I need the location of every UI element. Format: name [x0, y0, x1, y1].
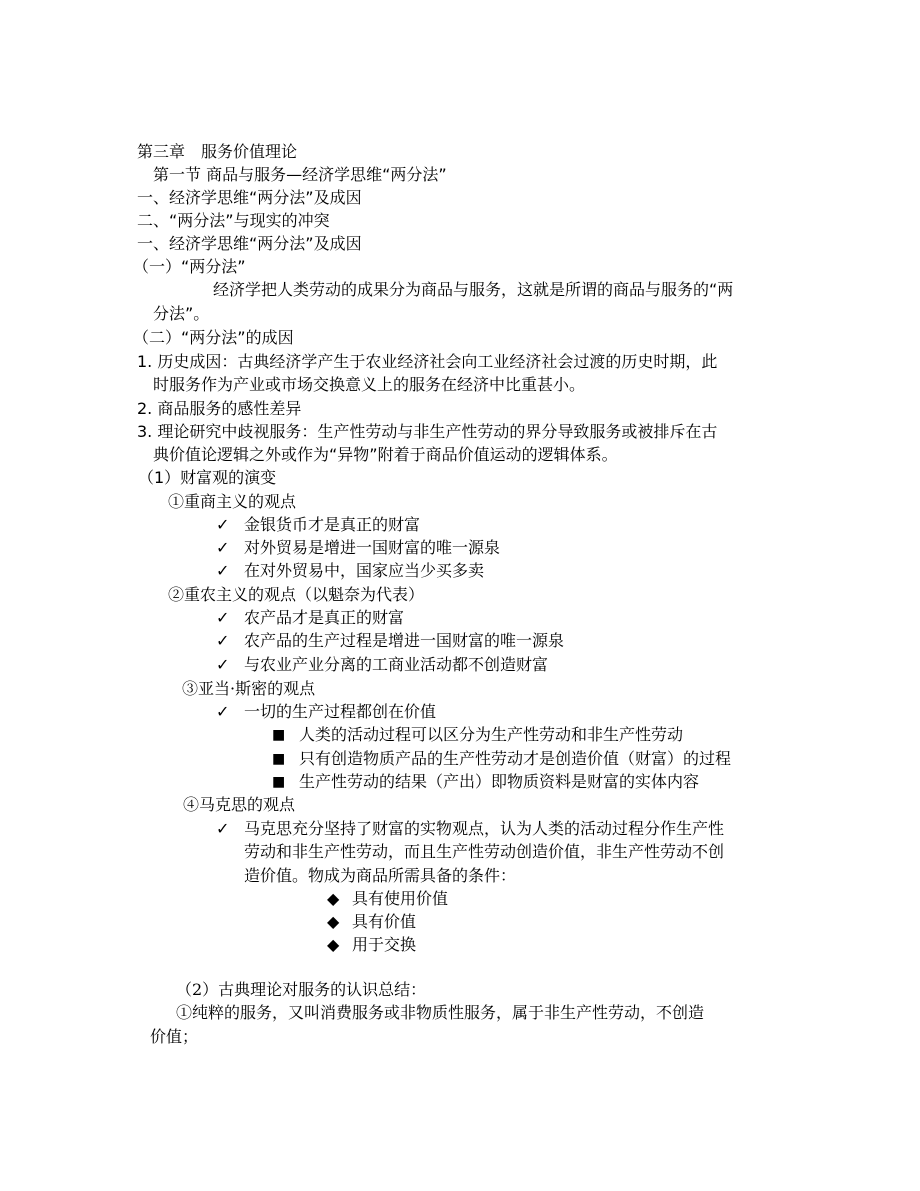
checkmark-bullet-icon: ✓ [216, 631, 230, 650]
text-line: （2）古典理论对服务的认识总结： [176, 980, 427, 999]
text-line: 生产性劳动的结果（产出）即物质资料是财富的实体内容 [299, 772, 700, 791]
text-line: 马克思充分坚持了财富的实物观点，认为人类的活动过程分作生产性 [244, 819, 725, 838]
checkmark-bullet-icon: ✓ [216, 702, 230, 721]
text-line: 典价值论逻辑之外或作为“异物”附着于商品价值运动的逻辑体系。 [153, 445, 618, 464]
text-line: ③亚当·斯密的观点 [182, 679, 316, 698]
checkmark-bullet-icon: ✓ [216, 608, 230, 627]
text-line: 造价值。物成为商品所需具备的条件： [244, 866, 517, 885]
text-line: 农产品才是真正的财富 [244, 608, 405, 627]
text-line: 一、经济学思维“两分法”及成因 [137, 234, 362, 253]
text-line: 在对外贸易中，国家应当少买多卖 [244, 561, 485, 580]
text-line: 3. 理论研究中歧视服务：生产性劳动与非生产性劳动的界分导致服务或被排斥在古 [137, 422, 718, 441]
text-line: 与农业产业分离的工商业活动都不创造财富 [244, 655, 549, 674]
text-line: 一、经济学思维“两分法”及成因 [137, 188, 362, 207]
checkmark-bullet-icon: ✓ [216, 538, 230, 557]
text-line: 二、“两分法”与现实的冲突 [137, 211, 330, 230]
text-line: （1）财富观的演变 [138, 468, 277, 487]
text-line: 对外贸易是增进一国财富的唯一源泉 [244, 538, 501, 557]
text-line: 2. 商品服务的感性差异 [137, 399, 302, 418]
text-line: 第一节 商品与服务—经济学思维“两分法” [153, 165, 447, 184]
text-line: 第三章 服务价值理论 [137, 142, 298, 161]
text-line: 农产品的生产过程是增进一国财富的唯一源泉 [244, 631, 565, 650]
text-line: 一切的生产过程都创在价值 [244, 702, 437, 721]
text-line: 用于交换 [352, 935, 417, 954]
text-line: ①重商主义的观点 [168, 492, 297, 511]
text-line: 劳动和非生产性劳动，而且生产性劳动创造价值，非生产性劳动不创 [244, 842, 725, 861]
square-bullet-icon: ■ [272, 727, 286, 743]
diamond-bullet-icon: ◆ [327, 912, 340, 931]
text-line: ①纯粹的服务，又叫消费服务或非物质性服务，属于非生产性劳动，不创造 [176, 1003, 705, 1022]
text-line: ②重农主义的观点（以魁奈为代表） [168, 585, 425, 604]
text-line: 只有创造物质产品的生产性劳动才是创造价值（财富）的过程 [299, 749, 732, 768]
diamond-bullet-icon: ◆ [327, 889, 340, 908]
text-line: 价值； [150, 1027, 199, 1046]
text-line: 人类的活动过程可以区分为生产性劳动和非生产性劳动 [299, 725, 684, 744]
text-line: 1. 历史成因：古典经济学产生于农业经济社会向工业经济社会过渡的历史时期，此 [137, 352, 718, 371]
text-line: 具有使用价值 [352, 889, 449, 908]
checkmark-bullet-icon: ✓ [216, 515, 230, 534]
text-line: 具有价值 [352, 912, 417, 931]
text-line: ④马克思的观点 [183, 795, 296, 814]
checkmark-bullet-icon: ✓ [216, 561, 230, 580]
diamond-bullet-icon: ◆ [327, 935, 340, 954]
text-line: 分法”。 [153, 304, 210, 323]
text-line: 金银货币才是真正的财富 [244, 515, 421, 534]
text-line: 经济学把人类劳动的成果分为商品与服务，这就是所谓的商品与服务的“两 [213, 280, 734, 299]
square-bullet-icon: ■ [272, 774, 286, 790]
text-line: （一）“两分法” [133, 257, 246, 276]
text-line: （二）“两分法”的成因 [133, 328, 294, 347]
checkmark-bullet-icon: ✓ [216, 819, 230, 838]
checkmark-bullet-icon: ✓ [216, 655, 230, 674]
text-line: 时服务作为产业或市场交换意义上的服务在经济中比重甚小。 [153, 375, 586, 394]
square-bullet-icon: ■ [272, 751, 286, 767]
